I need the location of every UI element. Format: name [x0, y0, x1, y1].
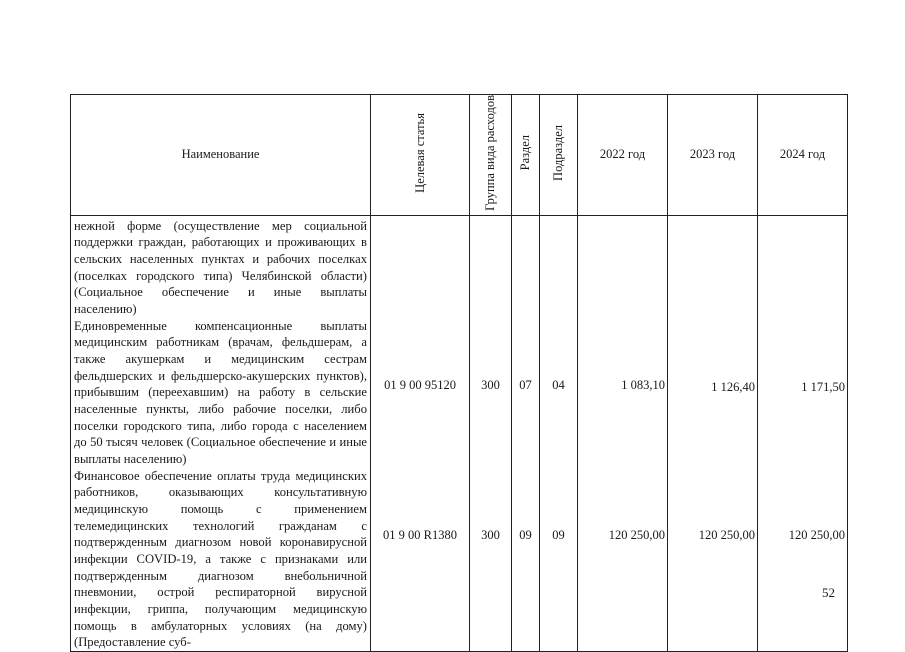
entry-row-2-name: Единовременные компенсационные выплаты медицинским работникам (врачам, фельдшерам, а также акушеркам и медицинским сестрам фельдшерских и фельдшерско-акушерских пунктов), прибывшим (переехавшим) на работу в сельские населенные пункты, либо рабочие поселки, либо поселки городского типа, либо города с населением до 50 тысяч человек (Социальное обеспечение и иные выплаты населению) — [74, 318, 367, 466]
y2023-column — [668, 215, 758, 651]
row-1-y2022: 1 083,10 — [621, 377, 665, 392]
header-2022: 2022 год — [578, 95, 668, 216]
row-2-y2023: 120 250,00 — [698, 527, 755, 542]
row-1-subsection: 04 — [552, 377, 565, 392]
row-1-y2024: 1 171,50 — [801, 379, 845, 394]
header-2024: 2024 год — [758, 95, 848, 216]
header-target: Целевая статья — [371, 95, 470, 216]
row-2-y2024: 120 250,00 — [788, 527, 845, 542]
name-column — [71, 215, 371, 651]
table-header-row — [71, 95, 848, 216]
row-1-section: 07 — [519, 377, 532, 392]
entry-row-1-name: нежной форме (осуществление мер социальной поддержки граждан, работающих и проживающих в сельских населенных пунктах и рабочих поселках (поселках городского типа) Челябинской области) (Социальное обеспечение и иные выплаты населению) — [74, 218, 367, 317]
header-expense-group: Группа вида расходов — [470, 95, 512, 216]
target-column — [371, 215, 470, 651]
row-1-y2023: 1 126,40 — [711, 379, 755, 394]
row-1-group: 300 — [481, 377, 500, 392]
header-2023: 2023 год — [668, 95, 758, 216]
header-subsection: Подраздел — [540, 95, 578, 216]
row-1-target: 01 9 00 95120 — [384, 377, 456, 392]
row-2-target: 01 9 00 R1380 — [383, 527, 457, 542]
header-section: Раздел — [512, 95, 540, 216]
subsection-column — [540, 215, 578, 651]
budget-table — [70, 94, 848, 652]
entry-row-3-name: Финансовое обеспечение оплаты труда медицинских работников, оказывающих консультативную медицинскую помощь с применением телемедицинских технологий гражданам с подтвержденным диагнозом новой коронавирусной инфекции COVID-19, а также с признаками или подтвержденным диагнозом внебольничной пневмонии, острой респираторной вирусной инфекции, гриппа, получающим медицинскую помощь в амбулаторных условиях (на дому) (Предоставление суб- — [74, 468, 367, 650]
row-2-y2022: 120 250,00 — [608, 527, 665, 542]
row-2-subsection: 09 — [552, 527, 565, 542]
table-body-row — [71, 215, 848, 651]
row-2-group: 300 — [481, 527, 500, 542]
y2022-column — [578, 215, 668, 651]
group-column — [470, 215, 512, 651]
section-column — [512, 215, 540, 651]
header-name: Наименование — [71, 95, 371, 216]
row-2-section: 09 — [519, 527, 532, 542]
page-number: 52 — [822, 585, 835, 600]
